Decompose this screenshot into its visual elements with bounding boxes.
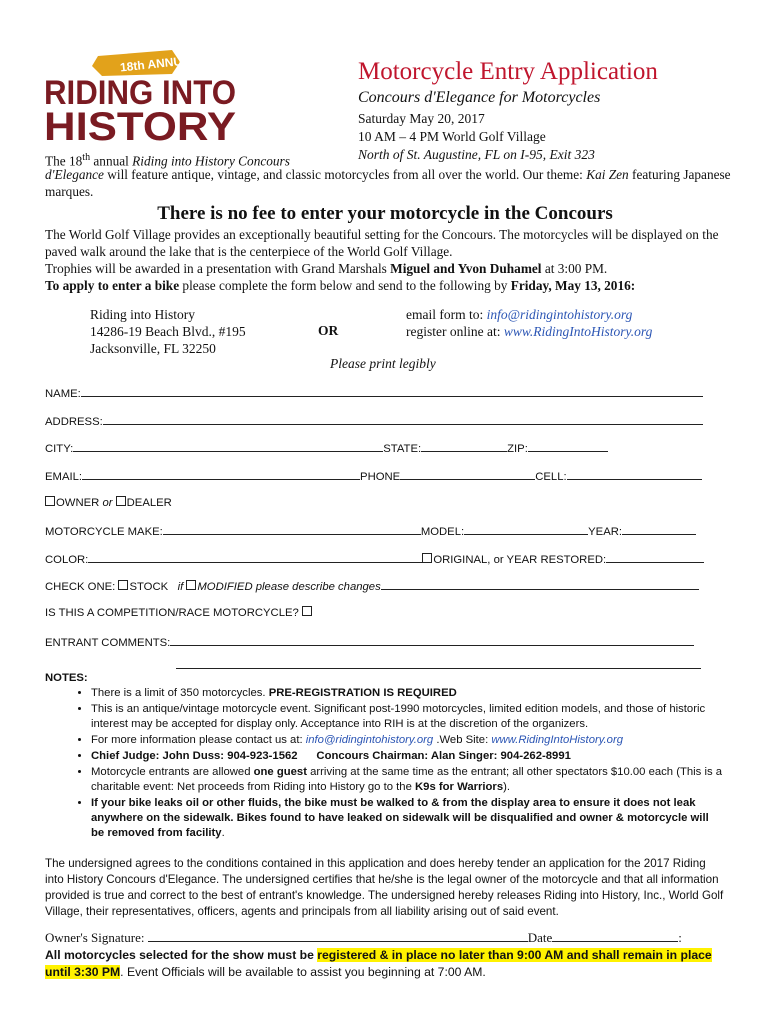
cell-input[interactable]: [567, 468, 702, 480]
riding-into-history-logo: [40, 48, 240, 144]
date-input[interactable]: [552, 930, 678, 942]
apply-line: To apply to enter a bike please complete the form below and send to the following by Friday, May 13, 2016:: [45, 278, 636, 293]
event-location: North of St. Augustine, FL on I-95, Exit 323: [358, 147, 595, 162]
email-link[interactable]: info@ridingintohistory.org: [486, 307, 633, 322]
note-item: • Motorcycle entrants are allowed one guest arriving at the same time as the entrant; all other spectators $10.00 each (This is a charitable event: Net proceeds from Riding into History go to the K9s for Warriors).: [91, 765, 725, 795]
owner-checkbox[interactable]: [45, 496, 55, 506]
stock-checkbox[interactable]: [118, 580, 128, 590]
page-subtitle: Concours d'Elegance for Motorcycles: [358, 89, 601, 106]
make-input[interactable]: [163, 523, 421, 535]
note-item: • This is an antique/vintage motorcycle event. Significant post-1990 motorcycles, limited edition models, and those of historic interest may be accepted for display only. Acceptance into RIH is at the discretion of the organizers.: [91, 702, 725, 732]
city-state-zip-row: CITY: STATE: ZIP:: [45, 440, 608, 455]
svg-text:18th ANNUAL: 18th ANNUAL: [119, 52, 199, 75]
notes-email-link[interactable]: info@ridingintohistory.org: [305, 734, 434, 746]
color-row: COLOR: ORIGINAL, or YEAR RESTORED:: [45, 551, 704, 566]
year-restored-input[interactable]: [606, 551, 704, 563]
agreement-paragraph: The undersigned agrees to the conditions contained in this application and does hereby tender an application for the 2017 Riding into History Concours d'Elegance. The undersigned certifies that he/she is the legal owner of the motorcycle and that all information provided is true and correct to the best of entrant's knowledge. The undersigned hereby releases Riding into History, Inc., World Golf Village, their representatives, officers, agents and principals from all liability arising out of said event.: [45, 857, 724, 918]
arrival-notice: All motorcycles selected for the show must be registered & in place no later than 9:00 AM and shall remain in place until 3:30 PM. Event Officials will be available to assist you beginning at 7:00 AM.: [45, 948, 712, 979]
email-phone-cell-row: EMAIL: PHONE CELL:: [45, 468, 702, 483]
model-input[interactable]: [464, 523, 588, 535]
contact-options: email form to: info@ridingintohistory.org register online at: www.RidingIntoHistory.org: [406, 307, 653, 339]
competition-row: IS THIS A COMPETITION/RACE MOTORCYCLE?: [45, 606, 313, 619]
comments-row: ENTRANT COMMENTS:: [45, 634, 694, 649]
make-model-year-row: MOTORCYCLE MAKE: MODEL: YEAR:: [45, 523, 696, 538]
intro-paragraph-2: d'Elegance will feature antique, vintage, and classic motorcycles from all over the world. Our theme: Kai Zen featuring Japanese marques.: [45, 167, 731, 199]
print-legibly-note: Please print legibly: [330, 356, 436, 371]
competition-checkbox[interactable]: [302, 606, 312, 616]
signature-row: Owner's Signature: Date :: [45, 930, 682, 945]
comments-input[interactable]: [170, 634, 694, 646]
city-input[interactable]: [73, 440, 383, 452]
name-field[interactable]: NAME:: [45, 385, 703, 400]
phone-input[interactable]: [400, 468, 535, 480]
setting-paragraph: The World Golf Village provides an exceptionally beautiful setting for the Concours. The motorcycles will be displayed on the paved walk around the lake that is the centerpiece of the World Golf Village.: [45, 227, 719, 259]
event-date: Saturday May 20, 2017: [358, 111, 485, 126]
note-item: • For more information please contact us at: info@ridingintohistory.org .Web Site: www.RidingIntoHistory.org: [91, 733, 725, 748]
zip-input[interactable]: [528, 440, 608, 452]
note-item: • There is a limit of 350 motorcycles. PRE-REGISTRATION IS REQUIRED: [91, 686, 725, 701]
event-time-place: 10 AM – 4 PM World Golf Village: [358, 129, 546, 144]
signature-input[interactable]: [148, 930, 528, 942]
page-title: Motorcycle Entry Application: [358, 58, 658, 85]
trophies-line: Trophies will be awarded in a presentation with Grand Marshals Miguel and Yvon Duhamel at 3:00 PM.: [45, 261, 608, 276]
state-input[interactable]: [421, 440, 507, 452]
original-checkbox[interactable]: [422, 553, 432, 563]
mailing-address: Riding into History 14286-19 Beach Blvd., #195 Jacksonville, FL 32250: [90, 307, 246, 356]
changes-input[interactable]: [381, 578, 699, 590]
notes-heading: NOTES:: [45, 672, 88, 684]
note-item: • If your bike leaks oil or other fluids, the bike must be walked to & from the display area to ensure it does not leak anywhere on the sidewalk. Bikes found to have leaked on sidewalk will be disqualified and owner & motorcycle will be removed from facility.: [91, 796, 725, 841]
dealer-checkbox[interactable]: [116, 496, 126, 506]
owner-dealer-row: OWNER or DEALER: [45, 496, 172, 509]
email-input[interactable]: [82, 468, 360, 480]
address-field[interactable]: ADDRESS:: [45, 413, 703, 428]
year-input[interactable]: [622, 523, 696, 535]
note-item: • Chief Judge: John Duss: 904-923-1562 Concours Chairman: Alan Singer: 904-262-8991: [91, 749, 725, 764]
or-label: OR: [318, 323, 339, 338]
svg-text:RIDING INTO: RIDING INTO: [44, 74, 236, 112]
check-one-row: CHECK ONE: STOCK if MODIFIED please describe changes: [45, 578, 699, 593]
notes-website-link[interactable]: www.RidingIntoHistory.org: [491, 734, 624, 746]
website-link[interactable]: www.RidingIntoHistory.org: [503, 324, 653, 339]
notes-section: [45, 672, 725, 842]
intro-paragraph: The 18th annual Riding into History Concours: [45, 152, 290, 169]
no-fee-headline: There is no fee to enter your motorcycle in the Concours: [157, 203, 613, 224]
svg-text:HISTORY: HISTORY: [44, 105, 237, 144]
comments-line-2[interactable]: [176, 657, 701, 672]
modified-checkbox[interactable]: [186, 580, 196, 590]
color-input[interactable]: [88, 551, 422, 563]
